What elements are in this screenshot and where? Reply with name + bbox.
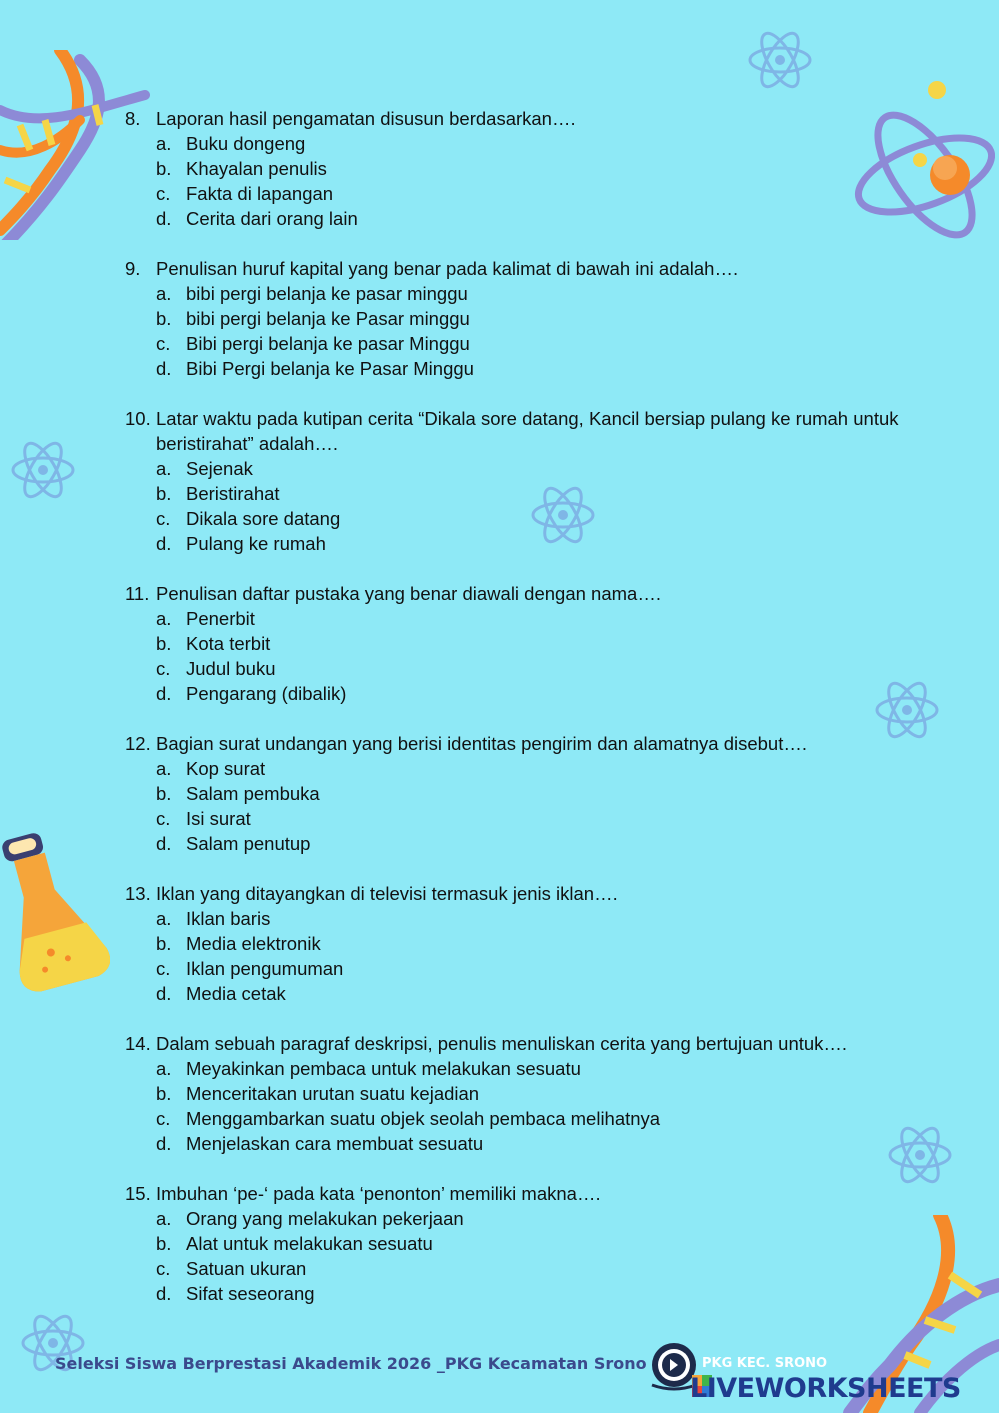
question-10 (125, 406, 925, 556)
option-a[interactable] (125, 756, 925, 781)
option-c[interactable] (125, 1256, 925, 1281)
option-text: Menceritakan urutan suatu kejadian (186, 1083, 480, 1104)
option-b[interactable] (125, 781, 925, 806)
option-letter: d. (156, 683, 172, 704)
option-a[interactable] (125, 1056, 925, 1081)
question-number: 12. (125, 733, 151, 754)
footer-text: Seleksi Siswa Berprestasi Akademik 2026 _PKG Kecamatan Srono (55, 1354, 647, 1373)
option-text: bibi pergi belanja ke pasar minggu (186, 283, 468, 304)
option-b[interactable] (125, 931, 925, 956)
option-letter: a. (156, 908, 172, 929)
pkg-label: PKG KEC. SRONO (702, 1356, 828, 1371)
option-letter: d. (156, 1133, 172, 1154)
option-letter: b. (156, 308, 172, 329)
option-letter: c. (156, 958, 171, 979)
option-letter: d. (156, 208, 172, 229)
option-text: Fakta di lapangan (186, 183, 334, 204)
option-b[interactable] (125, 306, 925, 331)
option-letter: c. (156, 183, 171, 204)
question-number: 9. (125, 258, 141, 279)
option-d[interactable] (125, 356, 925, 381)
question-text: Bagian surat undangan yang berisi identitas pengirim dan alamatnya disebut…. (156, 733, 807, 754)
option-text: Isi surat (186, 808, 251, 829)
liveworksheets-brand[interactable]: LIVEWORKSHEETS (690, 1373, 961, 1404)
option-letter: a. (156, 133, 172, 154)
option-letter: a. (156, 458, 172, 479)
option-c[interactable] (125, 181, 925, 206)
option-letter: d. (156, 1283, 172, 1304)
option-letter: b. (156, 158, 172, 179)
option-letter: c. (156, 508, 171, 529)
option-d[interactable] (125, 206, 925, 231)
option-text: Bibi Pergi belanja ke Pasar Minggu (186, 358, 474, 379)
option-text: Alat untuk melakukan sesuatu (186, 1233, 433, 1254)
option-text: Cerita dari orang lain (186, 208, 358, 229)
question-number: 10. (125, 408, 151, 429)
option-letter: a. (156, 758, 172, 779)
option-letter: b. (156, 1083, 172, 1104)
option-text: bibi pergi belanja ke Pasar minggu (186, 308, 470, 329)
option-a[interactable] (125, 1206, 925, 1231)
option-a[interactable] (125, 606, 925, 631)
question-12 (125, 731, 925, 856)
option-a[interactable] (125, 906, 925, 931)
option-letter: d. (156, 358, 172, 379)
question-15 (125, 1181, 925, 1306)
option-c[interactable] (125, 331, 925, 356)
option-letter: d. (156, 833, 172, 854)
option-b[interactable] (125, 631, 925, 656)
option-letter: a. (156, 283, 172, 304)
option-text: Beristirahat (186, 483, 280, 504)
option-text: Kop surat (186, 758, 266, 779)
question-list (125, 106, 925, 1331)
option-b[interactable] (125, 156, 925, 181)
option-a[interactable] (125, 456, 925, 481)
question-14 (125, 1031, 925, 1156)
question-11 (125, 581, 925, 706)
option-letter: c. (156, 333, 171, 354)
option-d[interactable] (125, 681, 925, 706)
option-letter: c. (156, 658, 171, 679)
option-letter: b. (156, 633, 172, 654)
question-number: 14. (125, 1033, 151, 1054)
option-letter: d. (156, 533, 172, 554)
option-text: Bibi pergi belanja ke pasar Minggu (186, 333, 470, 354)
option-text: Salam pembuka (186, 783, 320, 804)
option-text: Iklan baris (186, 908, 271, 929)
question-text: Imbuhan ‘pe-‘ pada kata ‘penonton’ memiliki makna…. (156, 1183, 601, 1204)
option-text: Meyakinkan pembaca untuk melakukan sesuatu (186, 1058, 581, 1079)
option-letter: c. (156, 1258, 171, 1279)
option-text: Salam penutup (186, 833, 311, 854)
option-text: Menjelaskan cara membuat sesuatu (186, 1133, 484, 1154)
option-text: Pengarang (dibalik) (186, 683, 347, 704)
question-9 (125, 256, 925, 381)
option-text: Satuan ukuran (186, 1258, 307, 1279)
question-number: 11. (125, 583, 150, 604)
option-text: Media cetak (186, 983, 286, 1004)
flask-icon (0, 820, 110, 1000)
option-text: Sifat seseorang (186, 1283, 315, 1304)
option-c[interactable] (125, 1106, 925, 1131)
atom-icon (745, 25, 815, 95)
option-b[interactable] (125, 481, 925, 506)
question-text: Penulisan daftar pustaka yang benar diawali dengan nama…. (156, 583, 661, 604)
option-text: Judul buku (186, 658, 276, 679)
option-text: Buku dongeng (186, 133, 306, 154)
option-text: Media elektronik (186, 933, 321, 954)
option-text: Sejenak (186, 458, 253, 479)
option-d[interactable] (125, 981, 925, 1006)
option-letter: a. (156, 608, 172, 629)
question-number: 15. (125, 1183, 151, 1204)
option-letter: c. (156, 1108, 171, 1129)
option-text: Khayalan penulis (186, 158, 327, 179)
option-text: Iklan pengumuman (186, 958, 344, 979)
option-c[interactable] (125, 656, 925, 681)
option-text: Kota terbit (186, 633, 271, 654)
question-number: 8. (125, 108, 141, 129)
option-text: Pulang ke rumah (186, 533, 326, 554)
option-d[interactable] (125, 831, 925, 856)
option-text: Orang yang melakukan pekerjaan (186, 1208, 464, 1229)
option-letter: a. (156, 1058, 172, 1079)
option-a[interactable] (125, 131, 925, 156)
option-letter: b. (156, 933, 172, 954)
option-c[interactable] (125, 506, 925, 531)
question-number: 13. (125, 883, 151, 904)
question-8 (125, 106, 925, 231)
option-c[interactable] (125, 806, 925, 831)
question-text: Dalam sebuah paragraf deskripsi, penulis menuliskan cerita yang bertujuan untuk…. (156, 1033, 848, 1054)
option-letter: b. (156, 783, 172, 804)
question-text: Iklan yang ditayangkan di televisi termasuk jenis iklan…. (156, 883, 618, 904)
option-d[interactable] (125, 1281, 925, 1306)
option-d[interactable] (125, 1131, 925, 1156)
question-text: Laporan hasil pengamatan disusun berdasarkan…. (156, 108, 576, 129)
option-letter: b. (156, 1233, 172, 1254)
option-letter: a. (156, 1208, 172, 1229)
option-text: Penerbit (186, 608, 255, 629)
option-letter: b. (156, 483, 172, 504)
option-b[interactable] (125, 1081, 925, 1106)
option-d[interactable] (125, 531, 925, 556)
question-text: Penulisan huruf kapital yang benar pada kalimat di bawah ini adalah…. (156, 258, 739, 279)
option-text: Dikala sore datang (186, 508, 341, 529)
atom-icon (8, 435, 78, 505)
option-letter: c. (156, 808, 171, 829)
question-13 (125, 881, 925, 1006)
option-c[interactable] (125, 956, 925, 981)
option-text: Menggambarkan suatu objek seolah pembaca melihatnya (186, 1108, 661, 1129)
option-b[interactable] (125, 1231, 925, 1256)
question-text: Latar waktu pada kutipan cerita “Dikala sore datang, Kancil bersiap pulang ke rumah untuk beristirahat” adalah…. (156, 408, 899, 454)
option-a[interactable] (125, 281, 925, 306)
option-letter: d. (156, 983, 172, 1004)
